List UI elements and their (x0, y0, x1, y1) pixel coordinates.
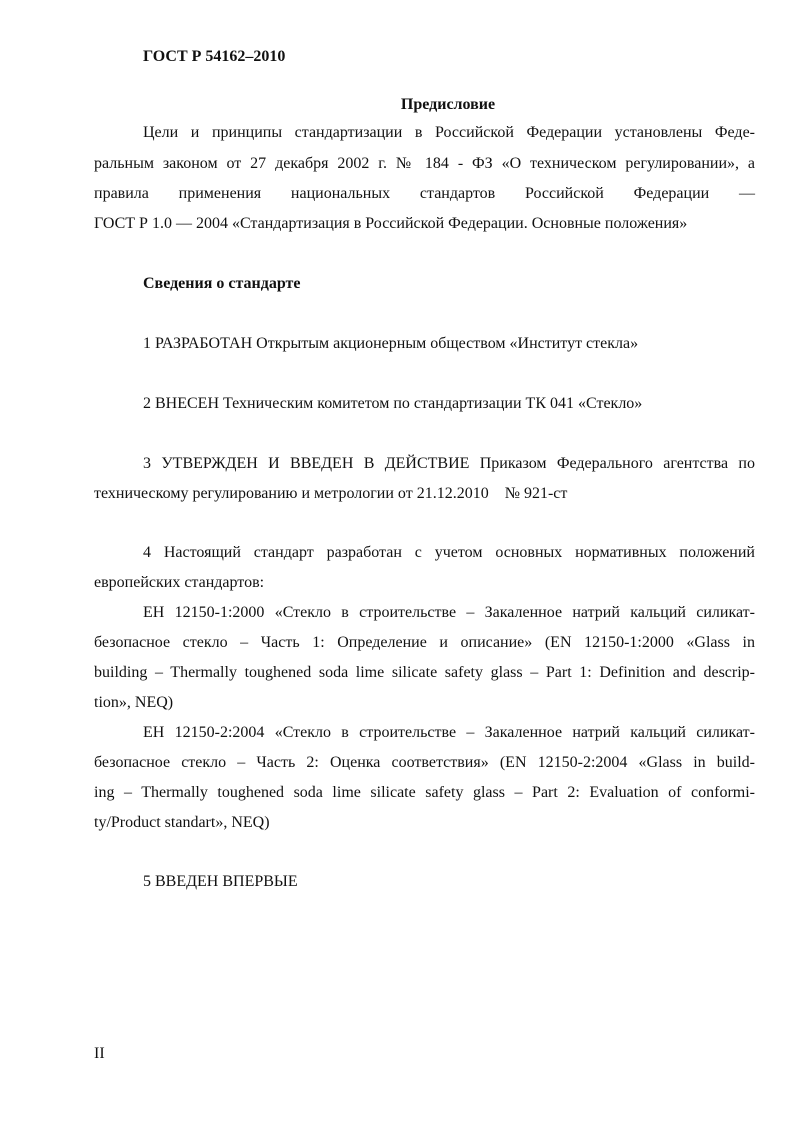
info-item-2: 2 ВНЕСЕН Техническим комитетом по стандартизации ТК 041 «Стекло» (143, 395, 643, 412)
en-12150-2-line-3: ing – Thermally toughened soda lime silicate safety glass – Part 2: Evaluation of conformi- (94, 784, 755, 801)
info-item-4-line-2: европейских стандартов: (94, 574, 265, 591)
standard-info-title: Сведения о стандарте (143, 275, 301, 292)
en-12150-1-line-3: building – Thermally toughened soda lime silicate safety glass – Part 1: Definition and descrip- (94, 664, 755, 681)
foreword-line-3: правила применения национальных стандартов Российской Федерации — (94, 185, 755, 202)
info-item-5: 5 ВВЕДЕН ВПЕРВЫЕ (143, 873, 298, 890)
info-item-3-line-2: техническому регулированию и метрологии от 21.12.2010 № 921-ст (94, 485, 568, 502)
en-12150-1-line-1: ЕН 12150-1:2000 «Стекло в строительстве – Закаленное натрий кальций силикат- (143, 604, 755, 621)
document-code-header: ГОСТ Р 54162–2010 (143, 48, 286, 65)
en-12150-2-line-1: ЕН 12150-2:2004 «Стекло в строительстве – Закаленное натрий кальций силикат- (143, 724, 755, 741)
foreword-title: Предисловие (400, 96, 496, 113)
en-12150-2-line-4: ty/Product standart», NEQ) (94, 814, 270, 831)
info-item-4-line-1: 4 Настоящий стандарт разработан с учетом основных нормативных положений (143, 544, 755, 561)
en-12150-1-line-2: безопасное стекло – Часть 1: Определение и описание» (EN 12150-1:2000 «Glass in (94, 634, 755, 651)
en-12150-1-line-4: tion», NEQ) (94, 694, 174, 711)
info-item-1: 1 РАЗРАБОТАН Открытым акционерным обществом «Институт стекла» (143, 335, 639, 352)
page-number: II (94, 1045, 105, 1062)
foreword-line-2: ральным законом от 27 декабря 2002 г. № 184 - ФЗ «О техническом регулировании», а (94, 155, 755, 172)
info-item-3-line-1: 3 УТВЕРЖДЕН И ВВЕДЕН В ДЕЙСТВИЕ Приказом Федерального агентства по (143, 455, 755, 472)
foreword-line-1: Цели и принципы стандартизации в Российской Федерации установлены Феде- (143, 124, 755, 141)
foreword-line-4: ГОСТ Р 1.0 — 2004 «Стандартизация в Российской Федерации. Основные положения» (94, 215, 688, 232)
en-12150-2-line-2: безопасное стекло – Часть 2: Оценка соответствия» (EN 12150-2:2004 «Glass in build- (94, 754, 755, 771)
